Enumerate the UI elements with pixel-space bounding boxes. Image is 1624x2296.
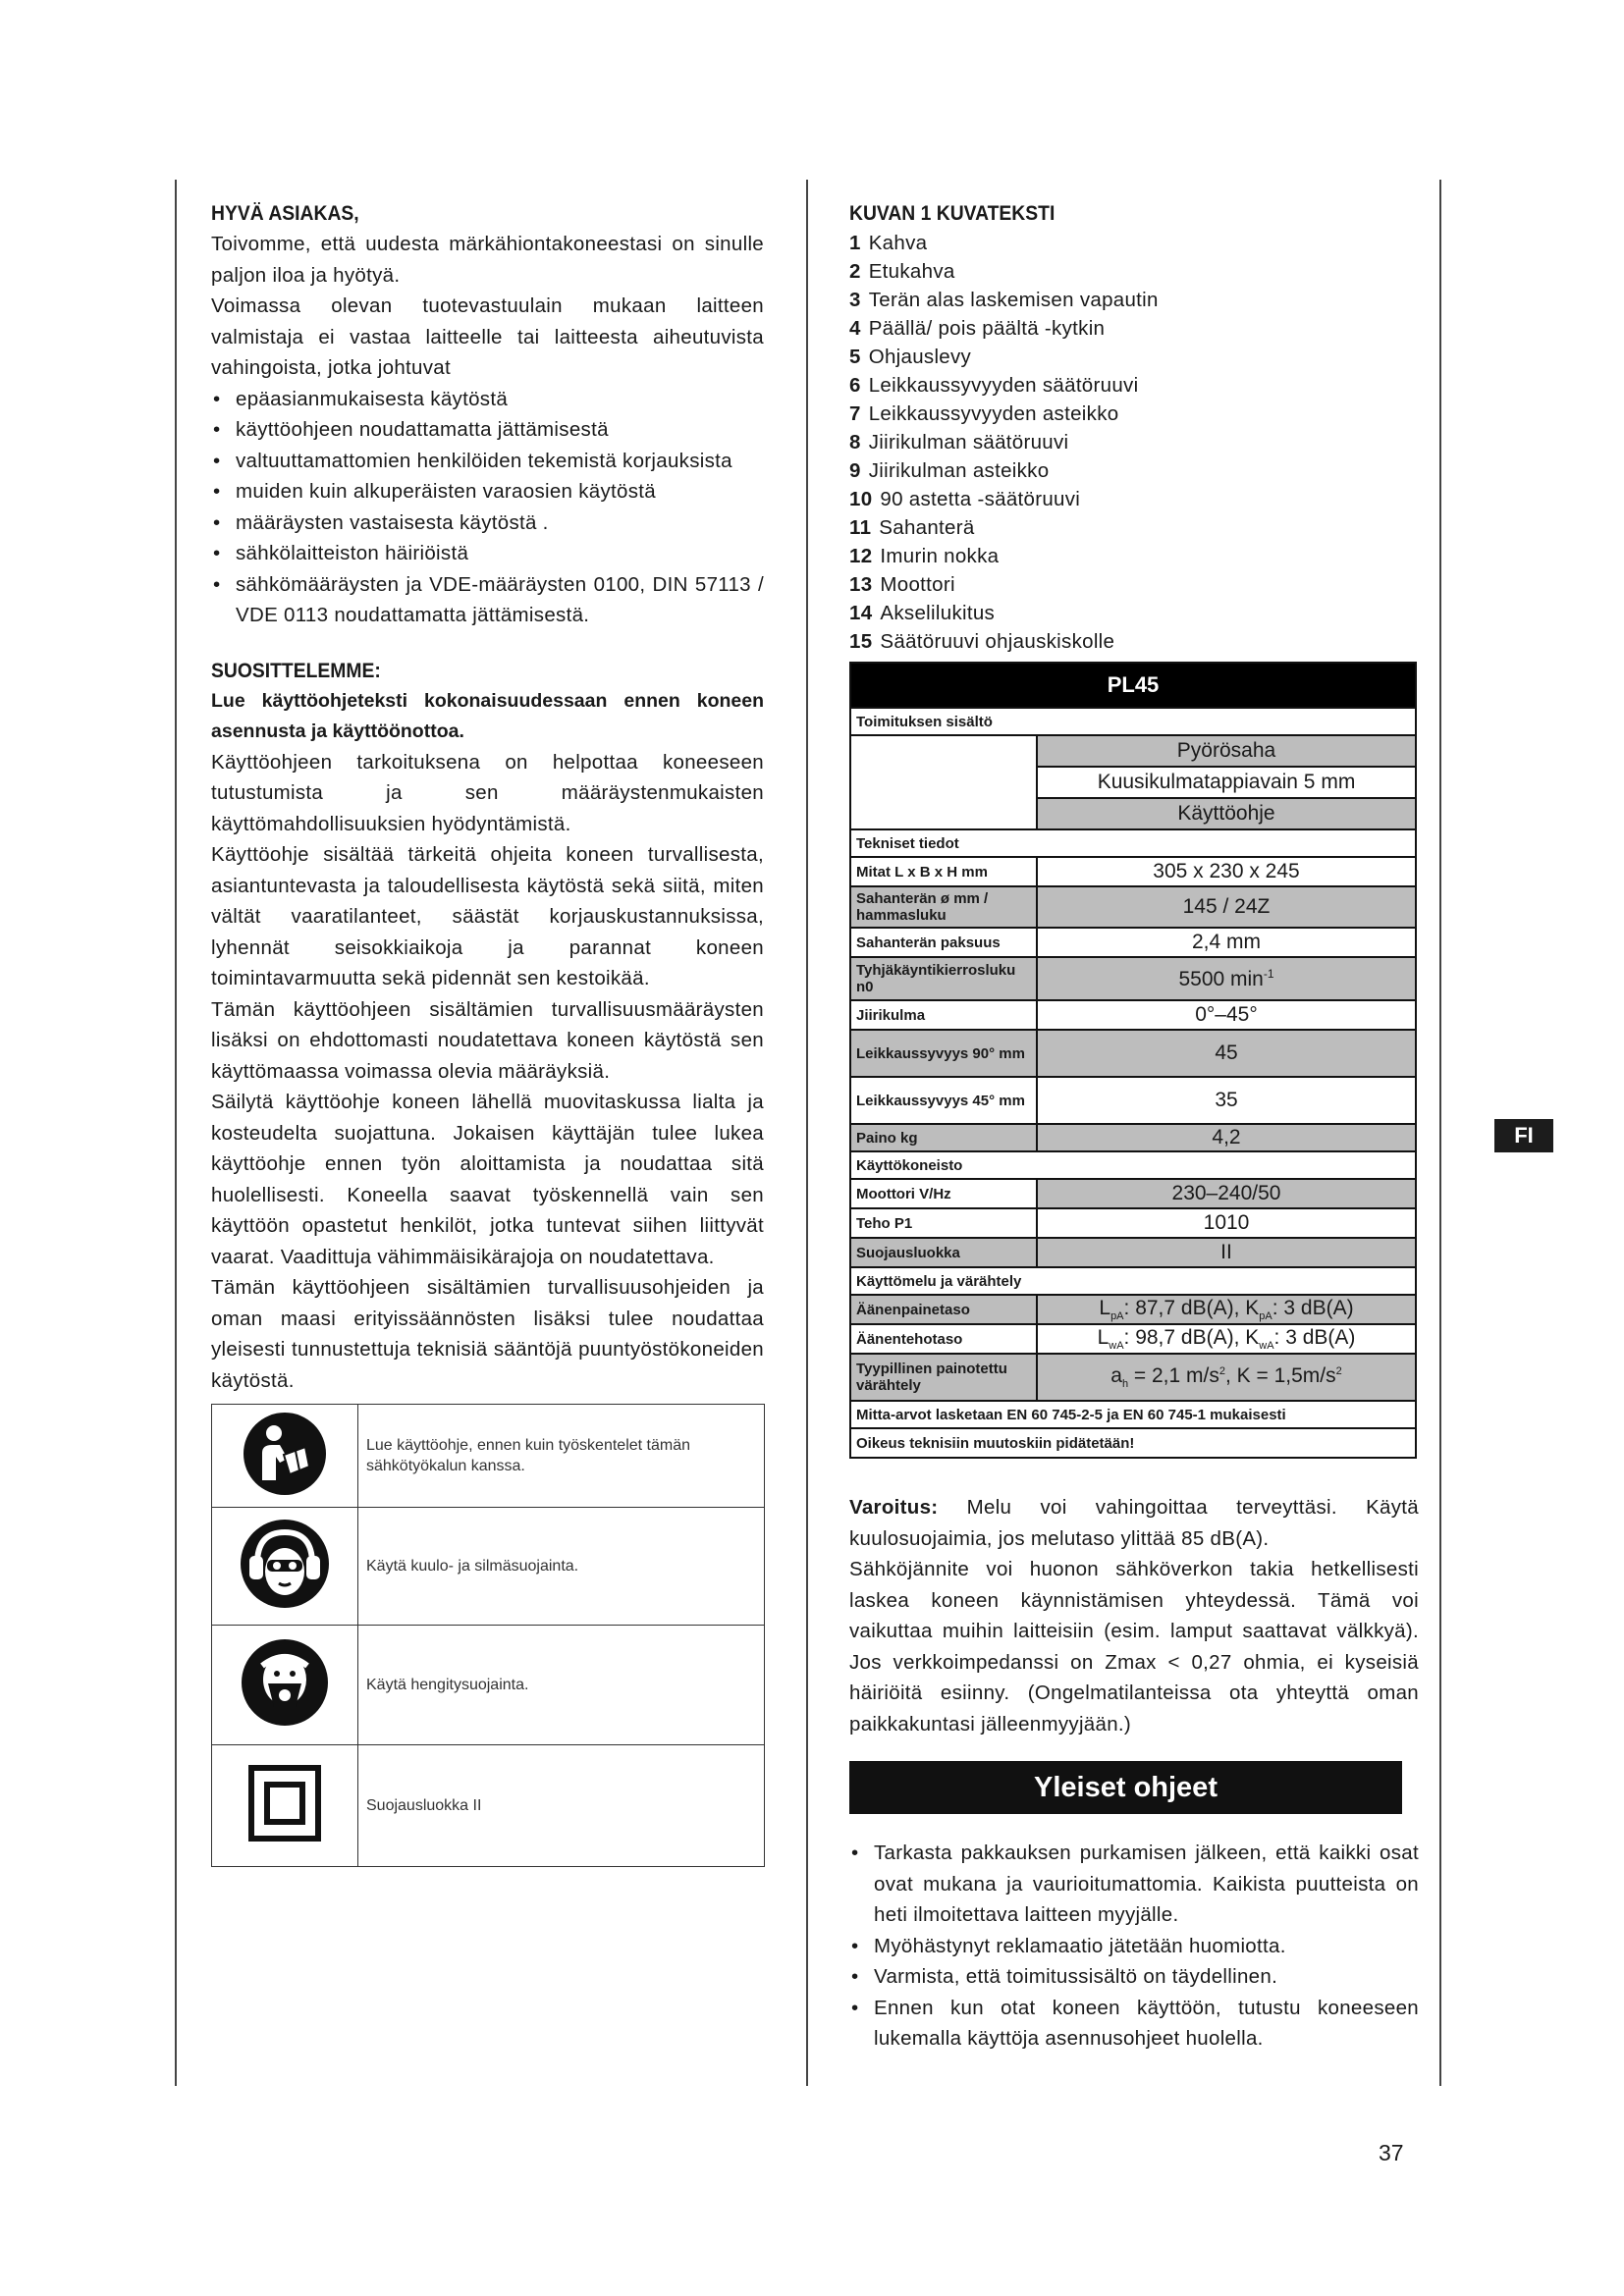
spec-value: 230–240/50 xyxy=(1037,1179,1416,1208)
table-row: Sahanterän ø mm / hammasluku 145 / 24Z xyxy=(850,886,1416,928)
list-item: • käyttöohjeen noudattamatta jättämisestä xyxy=(211,414,764,446)
table-row xyxy=(212,1626,765,1745)
table-row xyxy=(212,1405,765,1508)
safety-symbols-table xyxy=(211,1404,765,1867)
spec-value: 35 xyxy=(1037,1077,1416,1124)
left-column xyxy=(211,199,764,1867)
table-row xyxy=(850,1151,1416,1179)
list-item: 4 Päällä/ pois päältä -kytkin xyxy=(849,317,1106,340)
spec-value: $a_h = 2,1$ $m/s^2$, $K = 1,5m/s^2$ xyxy=(1037,1354,1416,1401)
table-row xyxy=(212,1745,765,1867)
model-title: PL45 xyxy=(850,663,1416,708)
table-row: Paino kg 4,2 xyxy=(850,1124,1416,1151)
ear-eye-protection-icon xyxy=(212,1508,358,1626)
list-item: • Varmista, että toimitussisältö on täydellinen. xyxy=(849,1961,1419,1993)
warning-label: Varoitus: xyxy=(849,1496,939,1519)
symbol-description: Suojausluokka II xyxy=(358,1745,765,1867)
spec-value: 5500 $\min^{-1}$ xyxy=(1037,957,1416,1000)
list-item: 2 Etukahva xyxy=(849,260,955,283)
spec-value: 2,4 mm xyxy=(1037,928,1416,957)
table-row xyxy=(850,708,1416,735)
symbol-description: Käytä hengitysuojainta. xyxy=(358,1626,765,1745)
spec-value: 145 / 24Z xyxy=(1037,886,1416,928)
respirator-icon xyxy=(212,1626,358,1745)
list-item: 3 Terän alas laskemisen vapautin xyxy=(849,289,1159,311)
list-item: • Ennen kun otat koneen käyttöön, tutustu koneeseen lukemalla käyttöja asennusohjeet huolella. xyxy=(849,1993,1419,2055)
symbol-description: Käytä kuulo- ja silmäsuojainta. xyxy=(358,1508,765,1626)
table-row xyxy=(850,1428,1416,1458)
spec-value: 0°–45° xyxy=(1037,1000,1416,1030)
recommend-paragraph-2: Käyttöohje sisältää tärkeitä ohjeita koneen turvallisesta, asiantuntevasta ja taloudellisesta käytöstä sekä siitä, miten vältät vaaratilanteet, säästät korjauskustannuksissa, lyhennät seisokkiaikoja ja parannat koneen toimintavarmuutta sekä pidennät sen kestoikää. xyxy=(211,843,764,989)
recommend-paragraph-4: Säilytä käyttöohje koneen lähellä muovitaskussa lialta ja kosteudelta suojattuna. Jokaisen käyttäjän tulee lukea käyttöohje ennen työn aloittamista ja noudattaa sitä huolellisesti. Koneella saavat työskennellä vain sen käyttöön opastetut henkilöt, jotka tuntevat siihen liittyvät vaarat. Vaadittuja vähimmäisikärajoja on noudatettava. xyxy=(211,1091,764,1268)
greeting-heading: HYVÄ ASIAKAS, xyxy=(211,202,359,225)
table-row: Teho P1 1010 xyxy=(850,1208,1416,1238)
section-header: Käyttökoneisto xyxy=(850,1151,1416,1179)
delivery-item: Kuusikulmatappiavain 5 mm xyxy=(1037,767,1416,798)
table-row: Äänentehotaso $L_{wA}$: 98,7 dB(A), $K_{wA}$: 3 dB(A) xyxy=(850,1324,1416,1354)
list-item: 13 Moottori xyxy=(849,573,955,596)
table-row: Äänenpainetaso $L_{pA}$: 87,7 dB(A), $K_{pA}$: 3 dB(A) xyxy=(850,1295,1416,1324)
table-row: Leikkaussyvyys 45° mm 35 xyxy=(850,1077,1416,1124)
page-number: 37 xyxy=(1379,2140,1404,2165)
section-banner: Yleiset ohjeet xyxy=(849,1761,1402,1814)
list-item: 8 Jiirikulman säätöruuvi xyxy=(849,431,1069,454)
section-header: Toimituksen sisältö xyxy=(850,708,1416,735)
list-item: • Myöhästynyt reklamaatio jätetään huomiotta. xyxy=(849,1931,1419,1962)
table-row xyxy=(212,1508,765,1626)
delivery-item: Käyttöohje xyxy=(1037,798,1416,829)
spec-value: II xyxy=(1037,1238,1416,1267)
left-margin-rule xyxy=(175,180,177,2086)
intro-paragraph-1: Toivomme, että uudesta märkähiontakoneestasi on sinulle paljon iloa ja hyötyä. xyxy=(211,233,764,287)
recommend-heading: SUOSITTELEMME: xyxy=(211,659,381,682)
table-row: Jiirikulma 0°–45° xyxy=(850,1000,1416,1030)
table-row: Tyypillinen painotettu värähtely $a_h = 2,1$ $m/s^2$, $K = 1,5m/s^2$ xyxy=(850,1354,1416,1401)
liability-list xyxy=(211,384,764,631)
table-row: Suojausluokka II xyxy=(850,1238,1416,1267)
spec-value: 45 xyxy=(1037,1030,1416,1077)
table-row xyxy=(850,1267,1416,1295)
table-row: Tyhjäkäyntikierrosluku n0 5500 $\min^{-1}$ xyxy=(850,957,1416,1000)
spec-value: $L_{pA}$: 87,7 dB(A), $K_{pA}$: 3 dB(A) xyxy=(1037,1295,1416,1324)
table-note: Mitta-arvot lasketaan EN 60 745-2-5 ja EN 60 745-1 mukaisesti xyxy=(850,1401,1416,1428)
table-row xyxy=(850,663,1416,708)
delivery-item: Pyörösaha xyxy=(1037,735,1416,767)
list-item: 9 Jiirikulman asteikko xyxy=(849,459,1050,482)
table-row: Sahanterän paksuus 2,4 mm xyxy=(850,928,1416,957)
recommend-paragraph-3: Tämän käyttöohjeen sisältämien turvallisuusmääräysten lisäksi on ehdottomasti noudatettava koneen käytöstä sen käyttömaassa voimassa olevia määräyksiä. xyxy=(211,997,764,1083)
list-item: 15 Säätöruuvi ohjauskiskolle xyxy=(849,630,1115,653)
spec-value: 4,2 xyxy=(1037,1124,1416,1151)
section-header: Käyttömelu ja värähtely xyxy=(850,1267,1416,1295)
table-row xyxy=(850,829,1416,857)
center-rule xyxy=(806,180,808,2086)
symbol-description: Lue käyttöohje, ennen kuin työskentelet tämän sähkötyökalun kanssa. xyxy=(358,1405,765,1508)
figure-legend xyxy=(849,229,1419,656)
list-item: 6 Leikkaussyvyyden säätöruuvi xyxy=(849,374,1139,397)
list-item: 14 Akselilukitus xyxy=(849,602,996,624)
list-item: • valtuuttamattomien henkilöiden tekemistä korjauksista xyxy=(211,446,764,477)
list-item: 11 Sahanterä xyxy=(849,516,975,539)
language-tab: FI xyxy=(1494,1119,1553,1152)
table-row: Leikkaussyvyys 90° mm 45 xyxy=(850,1030,1416,1077)
legend-heading: KUVAN 1 KUVATEKSTI xyxy=(849,202,1056,225)
right-column xyxy=(849,199,1419,2055)
table-row xyxy=(850,735,1416,767)
list-item: • Tarkasta pakkauksen purkamisen jälkeen, että kaikki osat ovat mukana ja vaurioitumattomia. Kaikista puutteista on heti ilmoitettava laitteen myyjälle. xyxy=(849,1838,1419,1931)
list-item: • määräysten vastaisesta käytöstä . xyxy=(211,507,764,539)
list-item: • muiden kuin alkuperäisten varaosien käytöstä xyxy=(211,476,764,507)
list-item: 7 Leikkaussyvyyden asteikko xyxy=(849,402,1119,425)
list-item: 12 Imurin nokka xyxy=(849,545,1000,567)
list-item: • epäasianmukaisesta käytöstä xyxy=(211,384,764,415)
spec-value: 1010 xyxy=(1037,1208,1416,1238)
spec-table xyxy=(849,662,1417,1459)
table-note: Oikeus teknisiin muutoskiin pidätetään! xyxy=(850,1428,1416,1458)
spec-value: $L_{wA}$: 98,7 dB(A), $K_{wA}$: 3 dB(A) xyxy=(1037,1324,1416,1354)
list-item: 5 Ohjauslevy xyxy=(849,346,972,368)
read-manual-icon xyxy=(212,1405,358,1508)
intro-paragraph-2: Voimassa olevan tuotevastuulain mukaan laitteen valmistaja ei vastaa laitteelle tai laitteesta aiheutuvista vahingoista, jotka johtuvat xyxy=(211,294,764,379)
warning-paragraph: Varoitus: Melu voi vahingoittaa terveyttäsi. Käytä kuulosuojaimia, jos melutaso ylittää 85 dB(A). xyxy=(849,1496,1419,1550)
table-row xyxy=(850,1401,1416,1428)
list-item: 1 Kahva xyxy=(849,232,928,254)
list-item: • sähkömääräysten ja VDE-määräysten 0100, DIN 57113 / VDE 0113 noudattamatta jättämisestä. xyxy=(211,569,764,631)
table-row: Moottori V/Hz 230–240/50 xyxy=(850,1179,1416,1208)
list-item: 10 90 astetta -säätöruuvi xyxy=(849,488,1081,510)
general-instructions-list xyxy=(849,1838,1419,2055)
recommend-paragraph-1: Käyttöohjeen tarkoituksena on helpottaa koneeseen tutustumista ja sen määräystenmukaisten käyttömahdollisuuksien hyödyntämistä. xyxy=(211,750,764,835)
list-item: • sähkölaitteiston häiriöistä xyxy=(211,538,764,569)
table-row: Mitat L x B x H mm 305 x 230 x 245 xyxy=(850,857,1416,886)
right-margin-rule xyxy=(1439,180,1441,2086)
spec-value: 305 x 230 x 245 xyxy=(1037,857,1416,886)
section-header: Tekniset tiedot xyxy=(850,829,1416,857)
recommend-bold-text: Lue käyttöohjeteksti kokonaisuudessaan ennen koneen asennusta ja käyttöönottoa. xyxy=(211,689,764,742)
protection-class-ii-icon xyxy=(212,1745,358,1867)
recommend-paragraph-5: Tämän käyttöohjeen sisältämien turvallisuusohjeiden ja oman maasi erityissäännösten lisäksi tulee noudattaa yleisesti tunnustettuja teknisiä sääntöjä puuntyöstökoneiden käytöstä. xyxy=(211,1276,764,1392)
voltage-paragraph: Sähköjännite voi huonon sähköverkon takia hetkellisesti laskea koneen käynnistämisen yhteydessä. Tämä voi vaikuttaa muihin laitteisiin (esim. lamput saattavat välkkyä). Jos verkkoimpedanssi on Zmax < 0,27 ohmia, ei kyseisiä häiriöitä esiinny. (Ongelmatilanteissa ota yhteyttä oman paikkakuntasi jälleenmyyjään.) xyxy=(849,1558,1419,1735)
